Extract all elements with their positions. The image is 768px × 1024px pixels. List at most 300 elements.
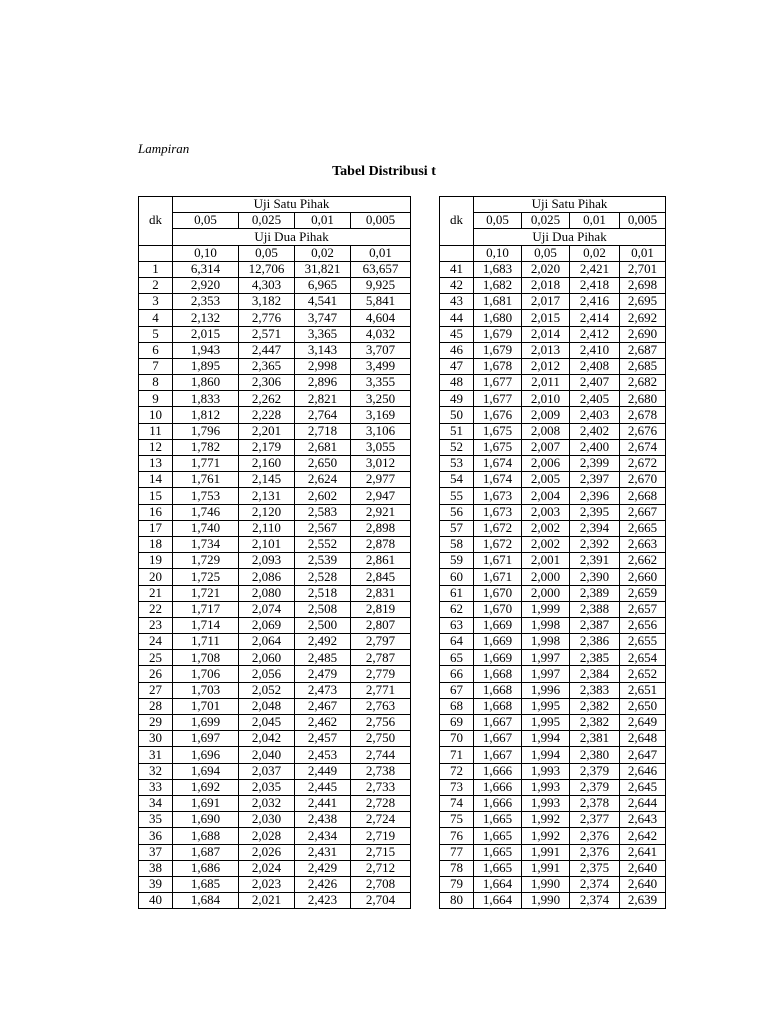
- t-value-cell: 2,000: [522, 585, 570, 601]
- t-value-cell: 1,668: [474, 698, 522, 714]
- t-value-cell: 2,375: [570, 860, 620, 876]
- dk-cell: 46: [440, 342, 474, 358]
- t-value-cell: 1,746: [173, 504, 239, 520]
- t-value-cell: 2,086: [239, 569, 295, 585]
- t-value-cell: 2,701: [620, 261, 666, 277]
- t-value-cell: 2,644: [620, 795, 666, 811]
- t-value-cell: 2,132: [173, 310, 239, 326]
- table-row: [139, 666, 411, 682]
- table-row: [139, 277, 411, 293]
- t-value-cell: 1,990: [522, 876, 570, 892]
- dk-cell: 77: [440, 844, 474, 860]
- table-row: [440, 553, 666, 569]
- table-row: [139, 310, 411, 326]
- table-row: [139, 585, 411, 601]
- t-value-cell: 1,734: [173, 536, 239, 552]
- t-value-cell: 4,604: [351, 310, 411, 326]
- t-value-cell: 2,665: [620, 520, 666, 536]
- t-value-cell: 1,998: [522, 617, 570, 633]
- dk-cell: 70: [440, 731, 474, 747]
- t-value-cell: 2,718: [295, 423, 351, 439]
- table-row: [440, 342, 666, 358]
- t-value-cell: 2,380: [570, 747, 620, 763]
- t-value-cell: 1,669: [474, 650, 522, 666]
- dk-cell: 1: [139, 261, 173, 277]
- dk-cell: 64: [440, 634, 474, 650]
- t-value-cell: 2,405: [570, 391, 620, 407]
- t-value-cell: 1,685: [173, 876, 239, 892]
- t-value-cell: 1,997: [522, 650, 570, 666]
- dk-cell: 37: [139, 844, 173, 860]
- dk-cell: 80: [440, 893, 474, 909]
- t-value-cell: 1,665: [474, 828, 522, 844]
- t-value-cell: 2,449: [295, 763, 351, 779]
- t-value-cell: 2,539: [295, 553, 351, 569]
- table-row: [440, 795, 666, 811]
- table-row: [139, 326, 411, 342]
- dk-cell: 12: [139, 439, 173, 455]
- one-tail-header: Uji Satu Pihak: [173, 197, 411, 213]
- t-value-cell: 3,012: [351, 456, 411, 472]
- dk-cell: 29: [139, 715, 173, 731]
- table-row: [440, 731, 666, 747]
- t-value-cell: 2,659: [620, 585, 666, 601]
- table-row: [139, 439, 411, 455]
- t-value-cell: 4,541: [295, 294, 351, 310]
- dk-cell: 71: [440, 747, 474, 763]
- t-value-cell: 2,421: [570, 261, 620, 277]
- one-tail-alpha: 0,005: [351, 213, 411, 229]
- t-value-cell: 2,756: [351, 715, 411, 731]
- t-value-cell: 4,303: [239, 277, 295, 293]
- t-value-cell: 2,646: [620, 763, 666, 779]
- t-value-cell: 1,895: [173, 358, 239, 374]
- t-value-cell: 2,764: [295, 407, 351, 423]
- t-value-cell: 2,457: [295, 731, 351, 747]
- table-row: [139, 456, 411, 472]
- t-value-cell: 2,698: [620, 277, 666, 293]
- table-row: [139, 795, 411, 811]
- t-value-cell: 2,012: [522, 358, 570, 374]
- table-row: [139, 407, 411, 423]
- t-value-cell: 2,445: [295, 779, 351, 795]
- t-value-cell: 2,704: [351, 893, 411, 909]
- table-row: [440, 407, 666, 423]
- t-value-cell: 2,672: [620, 456, 666, 472]
- t-value-cell: 2,024: [239, 860, 295, 876]
- t-value-cell: 1,666: [474, 795, 522, 811]
- t-value-cell: 1,677: [474, 375, 522, 391]
- t-value-cell: 2,641: [620, 844, 666, 860]
- table-row: [440, 520, 666, 536]
- dk-cell: 14: [139, 472, 173, 488]
- t-value-cell: 63,657: [351, 261, 411, 277]
- dk-cell: 15: [139, 488, 173, 504]
- t-value-cell: 2,655: [620, 634, 666, 650]
- dk-cell: 44: [440, 310, 474, 326]
- table-row: [139, 342, 411, 358]
- t-value-cell: 1,672: [474, 520, 522, 536]
- t-value-cell: 2,650: [620, 698, 666, 714]
- two-tail-alpha: 0,02: [570, 245, 620, 261]
- dk-cell: 25: [139, 650, 173, 666]
- table-row: [139, 261, 411, 277]
- t-value-cell: 2,787: [351, 650, 411, 666]
- table-row: [139, 747, 411, 763]
- t-value-cell: 1,706: [173, 666, 239, 682]
- table-row: [139, 634, 411, 650]
- table-row: [440, 893, 666, 909]
- t-value-cell: 1,675: [474, 439, 522, 455]
- dk-cell: 27: [139, 682, 173, 698]
- t-value-cell: 2,374: [570, 876, 620, 892]
- t-value-cell: 2,583: [295, 504, 351, 520]
- table-row: [139, 698, 411, 714]
- t-value-cell: 3,106: [351, 423, 411, 439]
- t-value-cell: 2,042: [239, 731, 295, 747]
- table-row: [440, 456, 666, 472]
- t-value-cell: 1,998: [522, 634, 570, 650]
- t-value-cell: 2,733: [351, 779, 411, 795]
- t-value-cell: 1,721: [173, 585, 239, 601]
- t-value-cell: 2,485: [295, 650, 351, 666]
- dk-cell: 24: [139, 634, 173, 650]
- t-value-cell: 1,678: [474, 358, 522, 374]
- table-row: [440, 828, 666, 844]
- t-value-cell: 2,101: [239, 536, 295, 552]
- table-row: [440, 666, 666, 682]
- table-row: [440, 844, 666, 860]
- t-value-cell: 31,821: [295, 261, 351, 277]
- dk-cell: 58: [440, 536, 474, 552]
- t-value-cell: 1,708: [173, 650, 239, 666]
- t-value-cell: 1,690: [173, 812, 239, 828]
- table-row: [139, 715, 411, 731]
- table-row: [440, 423, 666, 439]
- t-value-cell: 2,381: [570, 731, 620, 747]
- dk-cell: 66: [440, 666, 474, 682]
- dk-cell: 2: [139, 277, 173, 293]
- t-value-cell: 2,383: [570, 682, 620, 698]
- t-value-cell: 2,382: [570, 698, 620, 714]
- dk-cell: 61: [440, 585, 474, 601]
- dk-cell: 16: [139, 504, 173, 520]
- t-value-cell: 2,374: [570, 893, 620, 909]
- t-value-cell: 2,384: [570, 666, 620, 682]
- t-value-cell: 2,015: [522, 310, 570, 326]
- t-value-cell: 6,314: [173, 261, 239, 277]
- t-value-cell: 2,414: [570, 310, 620, 326]
- t-value-cell: 2,771: [351, 682, 411, 698]
- t-value-cell: 1,771: [173, 456, 239, 472]
- t-value-cell: 1,665: [474, 860, 522, 876]
- table-row: [139, 763, 411, 779]
- dk-cell: 31: [139, 747, 173, 763]
- table-row: [139, 569, 411, 585]
- t-value-cell: 4,032: [351, 326, 411, 342]
- dk-cell: 68: [440, 698, 474, 714]
- dk-cell: 34: [139, 795, 173, 811]
- t-value-cell: 1,670: [474, 585, 522, 601]
- t-value-cell: 2,388: [570, 601, 620, 617]
- t-value-cell: 2,378: [570, 795, 620, 811]
- t-value-cell: 1,691: [173, 795, 239, 811]
- t-value-cell: 2,396: [570, 488, 620, 504]
- t-value-cell: 1,714: [173, 617, 239, 633]
- t-value-cell: 1,674: [474, 472, 522, 488]
- t-value-cell: 1,699: [173, 715, 239, 731]
- table-row: [139, 553, 411, 569]
- t-value-cell: 2,947: [351, 488, 411, 504]
- t-value-cell: 9,925: [351, 277, 411, 293]
- t-value-cell: 2,685: [620, 358, 666, 374]
- t-value-cell: 2,410: [570, 342, 620, 358]
- t-value-cell: 2,006: [522, 456, 570, 472]
- t-value-cell: 1,833: [173, 391, 239, 407]
- t-table-right: [439, 196, 666, 909]
- table-row: [440, 779, 666, 795]
- t-value-cell: 2,807: [351, 617, 411, 633]
- t-value-cell: 1,993: [522, 763, 570, 779]
- t-value-cell: 2,018: [522, 277, 570, 293]
- t-value-cell: 2,015: [173, 326, 239, 342]
- t-value-cell: 1,679: [474, 326, 522, 342]
- t-value-cell: 2,397: [570, 472, 620, 488]
- dk-cell: 43: [440, 294, 474, 310]
- dk-cell: 55: [440, 488, 474, 504]
- table-row: [440, 650, 666, 666]
- t-value-cell: 2,821: [295, 391, 351, 407]
- t-value-cell: 1,679: [474, 342, 522, 358]
- dk-cell: 69: [440, 715, 474, 731]
- t-value-cell: 2,429: [295, 860, 351, 876]
- t-value-cell: 1,996: [522, 682, 570, 698]
- table-row: [440, 860, 666, 876]
- dk-header: dk: [440, 197, 474, 246]
- dk-header: dk: [139, 197, 173, 246]
- t-value-cell: 2,395: [570, 504, 620, 520]
- t-value-cell: 2,779: [351, 666, 411, 682]
- dk-cell: 7: [139, 358, 173, 374]
- t-value-cell: 2,744: [351, 747, 411, 763]
- dk-cell: 76: [440, 828, 474, 844]
- t-value-cell: 2,010: [522, 391, 570, 407]
- t-value-cell: 2,552: [295, 536, 351, 552]
- dk-cell: 75: [440, 812, 474, 828]
- t-value-cell: 2,518: [295, 585, 351, 601]
- t-value-cell: 2,656: [620, 617, 666, 633]
- dk-cell: 10: [139, 407, 173, 423]
- t-value-cell: 2,382: [570, 715, 620, 731]
- t-value-cell: 3,499: [351, 358, 411, 374]
- t-value-cell: 1,697: [173, 731, 239, 747]
- dk-cell: 79: [440, 876, 474, 892]
- t-value-cell: 1,671: [474, 569, 522, 585]
- t-value-cell: 2,426: [295, 876, 351, 892]
- t-value-cell: 1,665: [474, 812, 522, 828]
- t-value-cell: 2,008: [522, 423, 570, 439]
- t-value-cell: 1,994: [522, 747, 570, 763]
- t-value-cell: 1,991: [522, 860, 570, 876]
- t-value-cell: 1,667: [474, 731, 522, 747]
- t-value-cell: 2,750: [351, 731, 411, 747]
- t-value-cell: 2,391: [570, 553, 620, 569]
- table-row: [440, 488, 666, 504]
- table-row: [440, 812, 666, 828]
- t-value-cell: 2,645: [620, 779, 666, 795]
- t-value-cell: 2,080: [239, 585, 295, 601]
- t-value-cell: 2,376: [570, 844, 620, 860]
- table-row: [440, 294, 666, 310]
- two-tail-header: Uji Dua Pihak: [173, 229, 411, 245]
- t-value-cell: 2,998: [295, 358, 351, 374]
- t-value-cell: 2,687: [620, 342, 666, 358]
- t-value-cell: 2,878: [351, 536, 411, 552]
- t-value-cell: 2,724: [351, 812, 411, 828]
- t-value-cell: 1,995: [522, 698, 570, 714]
- dk-cell: 45: [440, 326, 474, 342]
- t-value-cell: 1,683: [474, 261, 522, 277]
- t-value-cell: 1,990: [522, 893, 570, 909]
- t-value-cell: 2,467: [295, 698, 351, 714]
- t-value-cell: 3,365: [295, 326, 351, 342]
- t-value-cell: 1,753: [173, 488, 239, 504]
- page-title: Tabel Distribusi t: [332, 164, 436, 179]
- t-value-cell: 2,064: [239, 634, 295, 650]
- t-value-cell: 3,169: [351, 407, 411, 423]
- t-value-cell: 2,896: [295, 375, 351, 391]
- t-value-cell: 2,640: [620, 876, 666, 892]
- t-value-cell: 2,365: [239, 358, 295, 374]
- table-row: [440, 569, 666, 585]
- t-value-cell: 2,402: [570, 423, 620, 439]
- t-value-cell: 2,120: [239, 504, 295, 520]
- table-row: [139, 650, 411, 666]
- table-row: [440, 876, 666, 892]
- table-row: [139, 617, 411, 633]
- t-value-cell: 2,719: [351, 828, 411, 844]
- t-value-cell: 2,069: [239, 617, 295, 633]
- t-value-cell: 1,993: [522, 795, 570, 811]
- table-row: [440, 504, 666, 520]
- t-value-cell: 2,567: [295, 520, 351, 536]
- t-value-cell: 2,447: [239, 342, 295, 358]
- dk-cell: 36: [139, 828, 173, 844]
- blank-cell: [139, 245, 173, 261]
- dk-cell: 3: [139, 294, 173, 310]
- t-value-cell: 1,711: [173, 634, 239, 650]
- table-row: [139, 779, 411, 795]
- t-value-cell: 1,994: [522, 731, 570, 747]
- t-value-cell: 1,682: [474, 277, 522, 293]
- two-tail-alpha: 0,10: [474, 245, 522, 261]
- t-value-cell: 2,678: [620, 407, 666, 423]
- table-row: [440, 585, 666, 601]
- table-row: [440, 472, 666, 488]
- t-value-cell: 2,845: [351, 569, 411, 585]
- dk-cell: 9: [139, 391, 173, 407]
- dk-cell: 19: [139, 553, 173, 569]
- t-value-cell: 1,992: [522, 828, 570, 844]
- two-tail-header: Uji Dua Pihak: [474, 229, 666, 245]
- dk-cell: 73: [440, 779, 474, 795]
- t-value-cell: 2,763: [351, 698, 411, 714]
- dk-cell: 65: [440, 650, 474, 666]
- t-value-cell: 2,392: [570, 536, 620, 552]
- dk-cell: 41: [440, 261, 474, 277]
- table-row: [440, 375, 666, 391]
- dk-cell: 50: [440, 407, 474, 423]
- t-value-cell: 1,664: [474, 893, 522, 909]
- t-value-cell: 2,453: [295, 747, 351, 763]
- t-value-cell: 2,639: [620, 893, 666, 909]
- table-row: [440, 763, 666, 779]
- t-value-cell: 2,377: [570, 812, 620, 828]
- dk-cell: 59: [440, 553, 474, 569]
- table-row: [440, 601, 666, 617]
- one-tail-alpha: 0,005: [620, 213, 666, 229]
- t-value-cell: 1,676: [474, 407, 522, 423]
- t-value-cell: 2,035: [239, 779, 295, 795]
- t-value-cell: 3,355: [351, 375, 411, 391]
- table-row: [440, 682, 666, 698]
- t-value-cell: 1,669: [474, 634, 522, 650]
- t-value-cell: 3,747: [295, 310, 351, 326]
- t-value-cell: 2,654: [620, 650, 666, 666]
- table-row: [440, 326, 666, 342]
- table-row: [440, 698, 666, 714]
- t-value-cell: 2,387: [570, 617, 620, 633]
- blank-cell: [440, 245, 474, 261]
- dk-cell: 63: [440, 617, 474, 633]
- t-value-cell: 2,624: [295, 472, 351, 488]
- one-tail-alpha: 0,05: [173, 213, 239, 229]
- t-value-cell: 6,965: [295, 277, 351, 293]
- t-value-cell: 2,712: [351, 860, 411, 876]
- dk-cell: 72: [440, 763, 474, 779]
- t-value-cell: 2,379: [570, 779, 620, 795]
- dk-cell: 5: [139, 326, 173, 342]
- t-value-cell: 2,002: [522, 536, 570, 552]
- t-value-cell: 1,761: [173, 472, 239, 488]
- dk-cell: 57: [440, 520, 474, 536]
- t-value-cell: 2,642: [620, 828, 666, 844]
- t-value-cell: 2,643: [620, 812, 666, 828]
- t-value-cell: 2,652: [620, 666, 666, 682]
- t-value-cell: 2,005: [522, 472, 570, 488]
- dk-cell: 18: [139, 536, 173, 552]
- t-value-cell: 3,143: [295, 342, 351, 358]
- dk-cell: 38: [139, 860, 173, 876]
- t-value-cell: 2,386: [570, 634, 620, 650]
- t-value-cell: 2,674: [620, 439, 666, 455]
- t-value-cell: 3,055: [351, 439, 411, 455]
- t-value-cell: 2,715: [351, 844, 411, 860]
- t-value-cell: 2,528: [295, 569, 351, 585]
- t-value-cell: 2,438: [295, 812, 351, 828]
- t-value-cell: 2,650: [295, 456, 351, 472]
- t-value-cell: 1,675: [474, 423, 522, 439]
- t-value-cell: 2,262: [239, 391, 295, 407]
- t-value-cell: 2,394: [570, 520, 620, 536]
- t-value-cell: 1,681: [474, 294, 522, 310]
- t-value-cell: 1,666: [474, 779, 522, 795]
- t-value-cell: 2,056: [239, 666, 295, 682]
- table-row: [440, 310, 666, 326]
- table-row: [440, 634, 666, 650]
- t-value-cell: 1,665: [474, 844, 522, 860]
- t-value-cell: 5,841: [351, 294, 411, 310]
